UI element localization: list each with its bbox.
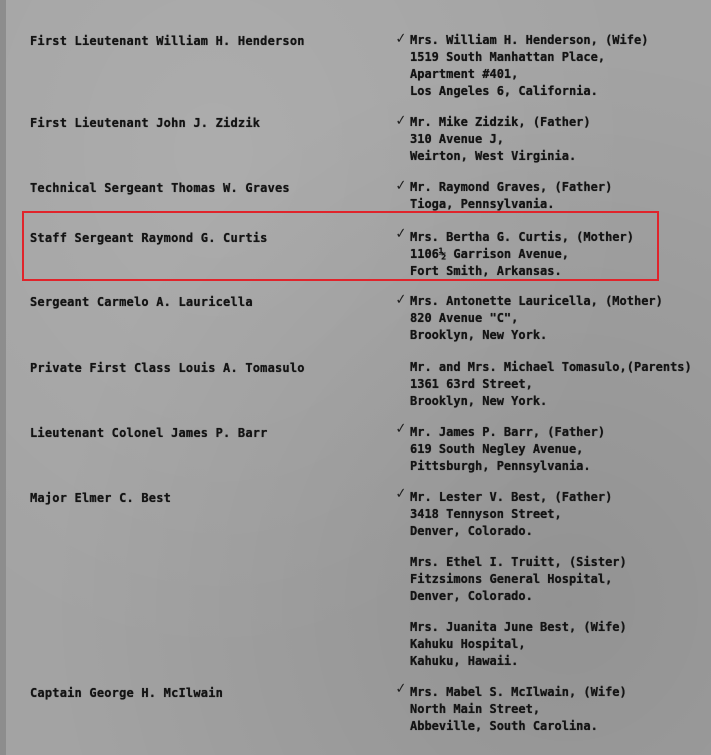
- address-line: 1519 South Manhattan Place,: [410, 50, 606, 64]
- soldier-name: Technical Sergeant Thomas W. Graves: [30, 181, 290, 195]
- check-mark-icon: ✓: [395, 677, 407, 698]
- soldier-name: First Lieutenant William H. Henderson: [30, 34, 305, 48]
- address-line: Denver, Colorado.: [410, 524, 533, 538]
- address-line: Weirton, West Virginia.: [410, 149, 577, 163]
- address-line: Denver, Colorado.: [410, 589, 533, 603]
- address-line: Mr. Lester V. Best, (Father): [410, 490, 613, 504]
- address-line: Pittsburgh, Pennsylvania.: [410, 459, 591, 473]
- address-line: Fitzsimons General Hospital,: [410, 572, 613, 586]
- next-of-kin-address: [410, 489, 612, 540]
- soldier-name: Staff Sergeant Raymond G. Curtis: [30, 231, 268, 245]
- address-line: Mr. James P. Barr, (Father): [410, 425, 606, 439]
- next-of-kin-address: [410, 32, 648, 100]
- soldier-name: Lieutenant Colonel James P. Barr: [30, 426, 268, 440]
- address-line: Tioga, Pennsylvania.: [410, 197, 555, 211]
- scan-edge: [0, 0, 6, 755]
- address-line: 820 Avenue "C",: [410, 311, 519, 325]
- address-line: North Main Street,: [410, 702, 541, 716]
- check-mark-icon: ✓: [395, 27, 407, 48]
- address-line: Apartment #401,: [410, 67, 519, 81]
- address-line: Mr. and Mrs. Michael Tomasulo,(Parents): [410, 360, 692, 374]
- check-mark-icon: ✓: [395, 174, 407, 195]
- address-line: Mrs. William H. Henderson, (Wife): [410, 33, 649, 47]
- address-line: 1361 63rd Street,: [410, 377, 533, 391]
- address-line: 3418 Tennyson Street,: [410, 507, 562, 521]
- address-line: 310 Avenue J,: [410, 132, 504, 146]
- address-line: Mrs. Mabel S. McIlwain, (Wife): [410, 685, 627, 699]
- check-mark-icon: ✓: [395, 288, 407, 309]
- next-of-kin-address: [410, 293, 663, 344]
- next-of-kin-address: [410, 179, 612, 213]
- address-line: Kahuku, Hawaii.: [410, 654, 519, 668]
- next-of-kin-address: [410, 684, 627, 735]
- next-of-kin-address: [410, 424, 605, 475]
- soldier-name: Major Elmer C. Best: [30, 491, 172, 505]
- address-line: 1106½ Garrison Avenue,: [410, 247, 569, 261]
- check-mark-icon: ✓: [395, 482, 407, 503]
- address-line: Brooklyn, New York.: [410, 328, 548, 342]
- address-line: Kahuku Hospital,: [410, 637, 526, 651]
- next-of-kin-address: [410, 554, 627, 605]
- check-mark-icon: ✓: [395, 222, 407, 243]
- address-line: Abbeville, South Carolina.: [410, 719, 598, 733]
- soldier-name: First Lieutenant John J. Zidzik: [30, 116, 261, 130]
- soldier-name: Sergeant Carmelo A. Lauricella: [30, 295, 253, 309]
- address-line: Mrs. Bertha G. Curtis, (Mother): [410, 230, 634, 244]
- address-line: Fort Smith, Arkansas.: [410, 264, 562, 278]
- address-line: Mr. Mike Zidzik, (Father): [410, 115, 591, 129]
- check-mark-icon: ✓: [395, 109, 407, 130]
- highlight-box: [22, 211, 659, 281]
- address-line: Brooklyn, New York.: [410, 394, 548, 408]
- address-line: Mrs. Juanita June Best, (Wife): [410, 620, 627, 634]
- next-of-kin-address: [410, 114, 591, 165]
- address-line: Los Angeles 6, California.: [410, 84, 598, 98]
- address-line: Mrs. Ethel I. Truitt, (Sister): [410, 555, 627, 569]
- next-of-kin-address: [410, 619, 627, 670]
- address-line: 619 South Negley Avenue,: [410, 442, 584, 456]
- soldier-name: Captain George H. McIlwain: [30, 686, 224, 700]
- address-line: Mr. Raymond Graves, (Father): [410, 180, 613, 194]
- check-mark-icon: ✓: [395, 417, 407, 438]
- address-line: Mrs. Antonette Lauricella, (Mother): [410, 294, 663, 308]
- soldier-name: Private First Class Louis A. Tomasulo: [30, 361, 305, 375]
- next-of-kin-address: [410, 359, 692, 410]
